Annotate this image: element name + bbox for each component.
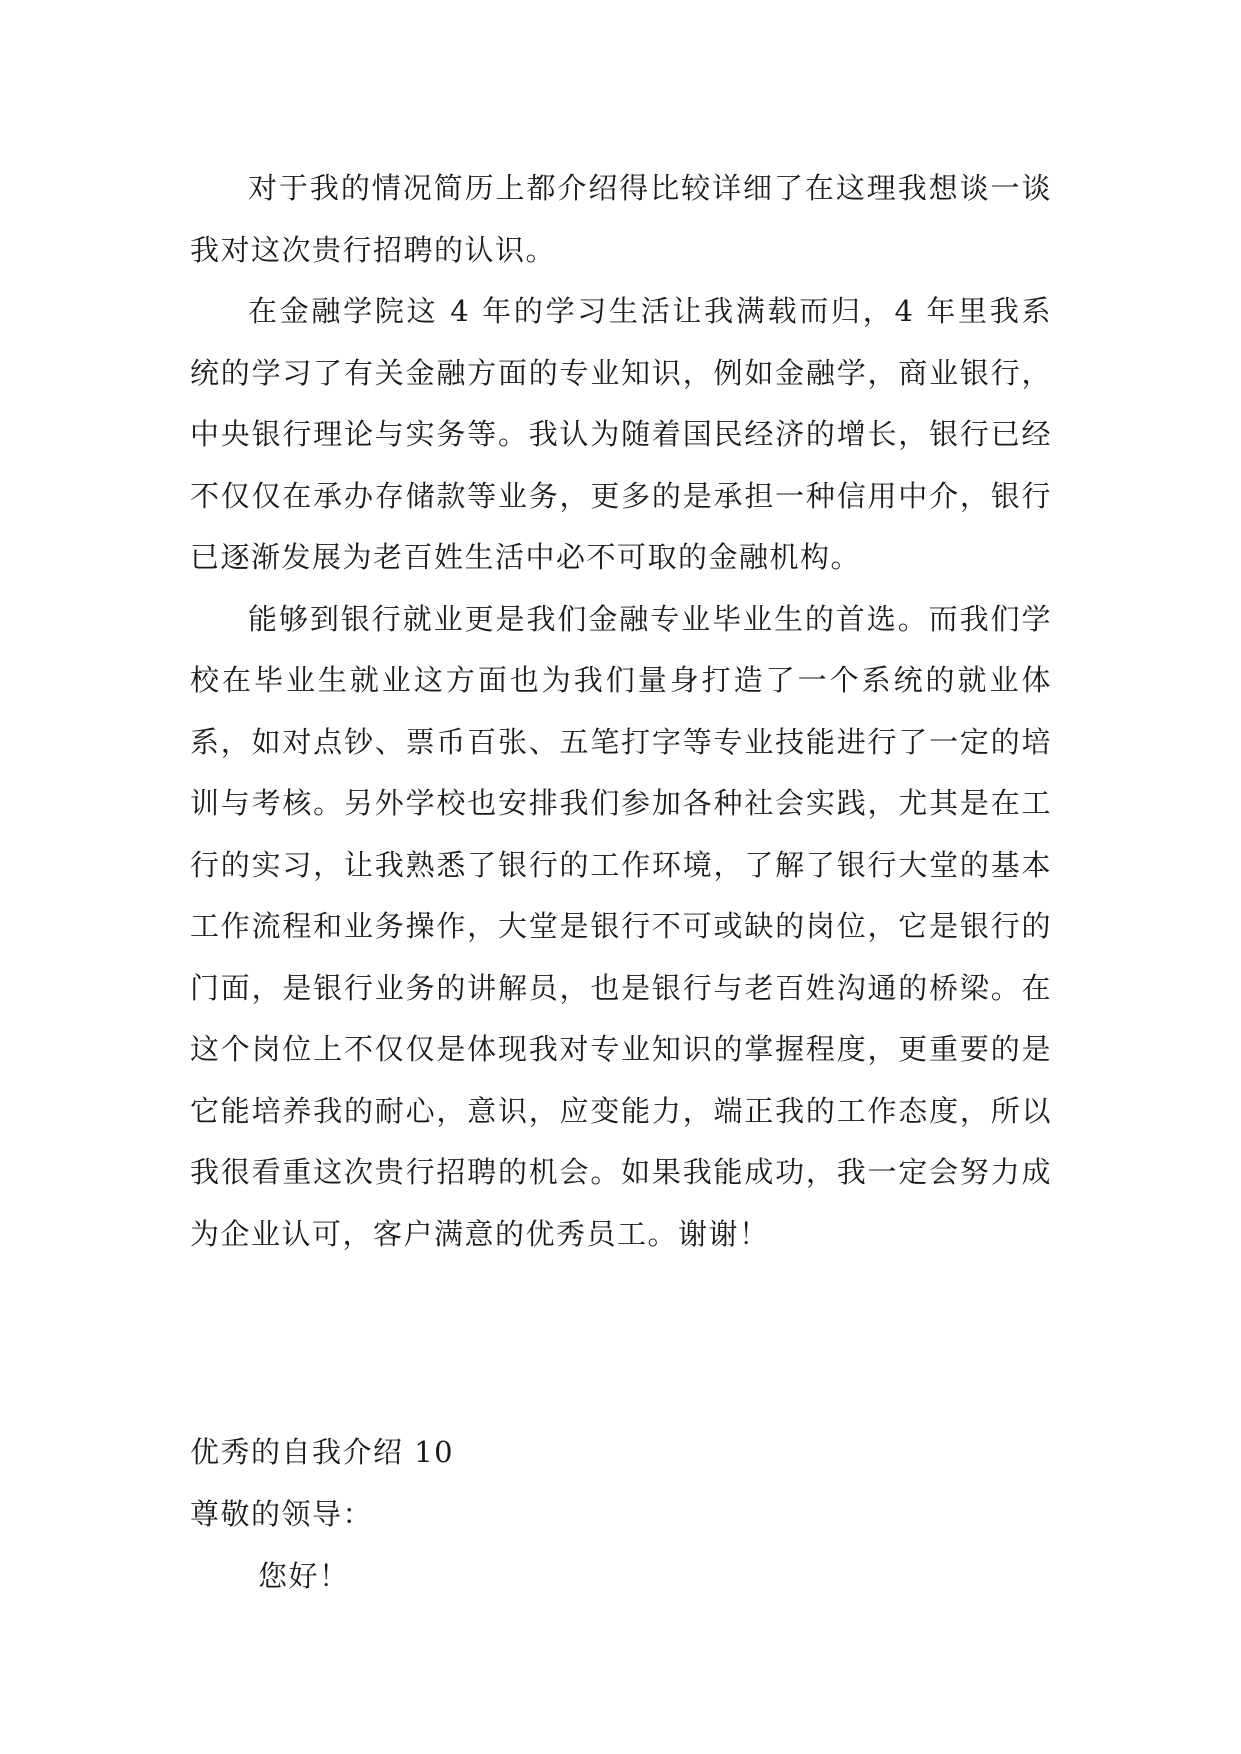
paragraph-1: 对于我的情况简历上都介绍得比较详细了在这理我想谈一谈我对这次贵行招聘的认识。: [190, 171, 1052, 267]
salutation: 尊敬的领导：: [190, 1497, 374, 1531]
section-title: 优秀的自我介绍 10: [190, 1435, 455, 1469]
paragraph-2: 在金融学院这 4 年的学习生活让我满载而归，4 年里我系统的学习了有关金融方面的专业知识，例如金融学，商业银行，中央银行理论与实务等。我认为随着国民经济的增长，银行已经不仅仅在承办存储款等业务，更多的是承担一种信用中介，银行已逐渐发展为老百姓生活中必不可取的金融机构。: [190, 294, 1052, 574]
paragraph-3: 能够到银行就业更是我们金融专业毕业生的首选。而我们学校在毕业生就业这方面也为我们量身打造了一个系统的就业体系，如对点钞、票币百张、五笔打字等专业技能进行了一定的培训与考核。另外学校也安排我们参加各种社会实践，尤其是在工行的实习，让我熟悉了银行的工作环境，了解了银行大堂的基本工作流程和业务操作，大堂是银行不可或缺的岗位，它是银行的门面，是银行业务的讲解员，也是银行与老百姓沟通的桥梁。在这个岗位上不仅仅是体现我对专业知识的掌握程度，更重要的是它能培养我的耐心，意识，应变能力，端正我的工作态度，所以我很看重这次贵行招聘的机会。如果我能成功，我一定会努力成为企业认可，客户满意的优秀员工。谢谢！: [190, 601, 1052, 1251]
greeting: 您好！: [258, 1559, 350, 1593]
document-body: [190, 158, 1052, 1265]
